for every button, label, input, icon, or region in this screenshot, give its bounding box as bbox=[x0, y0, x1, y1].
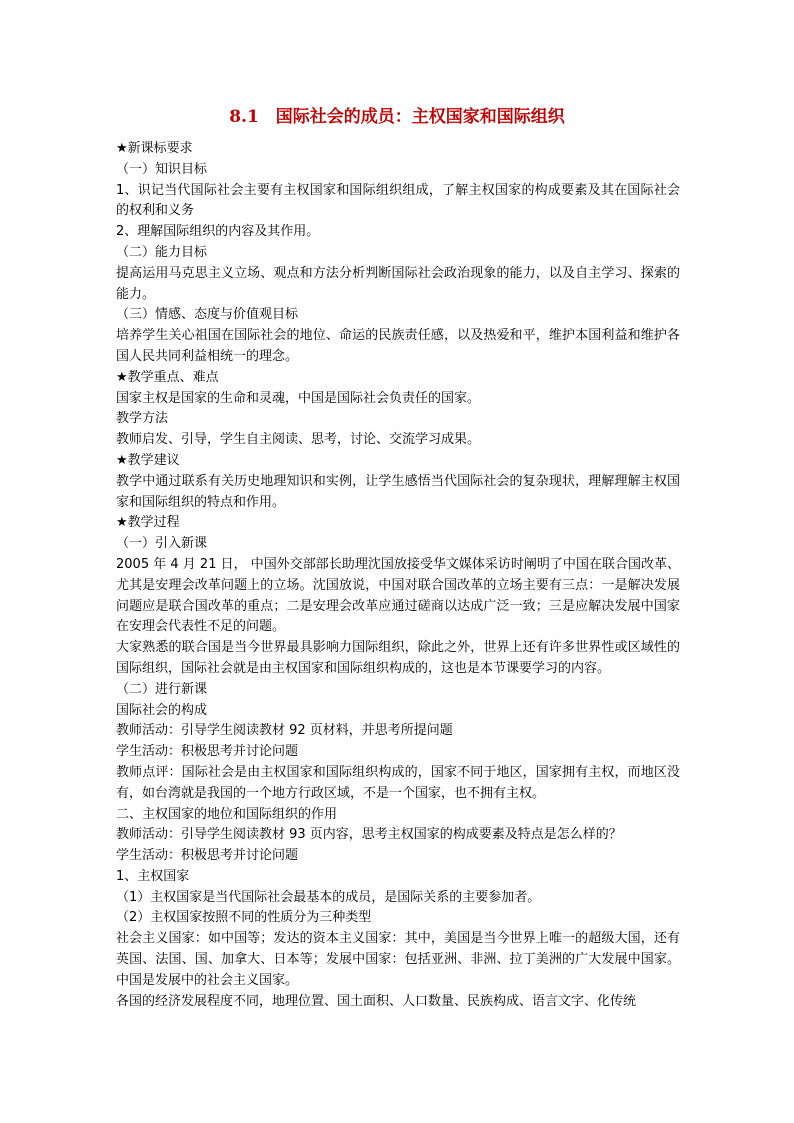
paragraph: ★教学过程 bbox=[116, 515, 180, 531]
paragraph: 学生活动：积极思考并讨论问题 bbox=[116, 744, 299, 760]
paragraph: （二）能力目标 bbox=[116, 244, 208, 260]
document-body bbox=[116, 139, 680, 1012]
paragraph: 教学中通过联系有关历史地理知识和实例，让学生感悟当代国际社会的复杂现状，理解理解主权国家和国际组织的特点和作用。 bbox=[116, 473, 680, 510]
paragraph: （一）引入新课 bbox=[116, 536, 208, 552]
paragraph: 国际社会的构成 bbox=[116, 702, 208, 718]
paragraph: 教师启发、引导，学生自主阅读、思考，讨论、交流学习成果。 bbox=[116, 432, 481, 448]
paragraph: （1）主权国家是当代国际社会最基本的成员，是国际关系的主要参加者。 bbox=[116, 889, 541, 905]
paragraph: （一）知识目标 bbox=[116, 161, 208, 177]
paragraph: ★教学建议 bbox=[116, 452, 180, 468]
document-title: 8.1 国际社会的成员：主权国家和国际组织 bbox=[229, 107, 565, 127]
paragraph: ★教学重点、难点 bbox=[116, 369, 219, 385]
paragraph: 培养学生关心祖国在国际社会的地位、命运的民族责任感，以及热爱和平，维护本国利益和维护各国人民共同利益相统一的理念。 bbox=[116, 328, 680, 364]
paragraph: 教师点评：国际社会是由主权国家和国际组织构成的，国家不同于地区，国家拥有主权，而地区没有，如台湾就是我国的一个地方行政区域，不是一个国家，也不拥有主权。 bbox=[116, 764, 680, 801]
paragraph: 教学方法 bbox=[116, 411, 169, 427]
paragraph: 2005 年 4 月 21 日， 中国外交部部长助理沈国放接受华文媒体采访时阐明了中国在联合国改革、尤其是安理会改革问题上的立场。沈国放说，中国对联合国改革的立场主要有三点：一是解决发展问题应是联合国改革的重点；二是安理会改革应通过磋商以达成广泛一致；三是应解决发展中国家在安理会代表性不足的问题。 bbox=[116, 556, 680, 635]
paragraph: （二）进行新课 bbox=[116, 681, 208, 697]
paragraph: 教师活动：引导学生阅读教材 93 页内容，思考主权国家的构成要素及特点是怎么样的？ bbox=[116, 827, 622, 843]
paragraph: 社会主义国家：如中国等；发达的资本主义国家：其中，美国是当今世界上唯一的超级大国，还有英国、法国、国、加拿大、日本等；发展中国家：包括亚洲、非洲、拉丁美洲的广大发展中国家。中国是发展中的社会主义国家。 bbox=[116, 931, 680, 988]
paragraph: 教师活动：引导学生阅读教材 92 页材料，并思考所提问题 bbox=[116, 723, 453, 739]
paragraph: 二、主权国家的地位和国际组织的作用 bbox=[116, 806, 338, 822]
paragraph: 大家熟悉的联合国是当今世界最具影响力国际组织，除此之外，世界上还有许多世界性或区域性的国际组织，国际社会就是由主权国家和国际组织构成的，这也是本节课要学习的内容。 bbox=[116, 640, 680, 676]
paragraph: 2、理解国际组织的内容及其作用。 bbox=[116, 224, 320, 240]
paragraph: （2）主权国家按照不同的性质分为三种类型 bbox=[116, 910, 372, 926]
paragraph: 各国的经济发展程度不同，地理位置、国土面积、人口数量、民族构成、语言文字、化传统 bbox=[116, 993, 637, 1009]
paragraph: 学生活动：积极思考并讨论问题 bbox=[116, 848, 299, 864]
paragraph: ★新课标要求 bbox=[116, 141, 193, 156]
paragraph: （三）情感、态度与价值观目标 bbox=[116, 307, 299, 323]
paragraph: 1、识记当代国际社会主要有主权国家和国际组织组成，了解主权国家的构成要素及其在国际社会的权利和义务 bbox=[116, 182, 680, 219]
paragraph: 国家主权是国家的生命和灵魂，中国是国际社会负责任的国家。 bbox=[116, 390, 481, 406]
paragraph: 1、主权国家 bbox=[116, 868, 190, 884]
paragraph: 提高运用马克思主义立场、观点和方法分析判断国际社会政治现象的能力，以及自主学习、探索的能力。 bbox=[116, 265, 680, 302]
